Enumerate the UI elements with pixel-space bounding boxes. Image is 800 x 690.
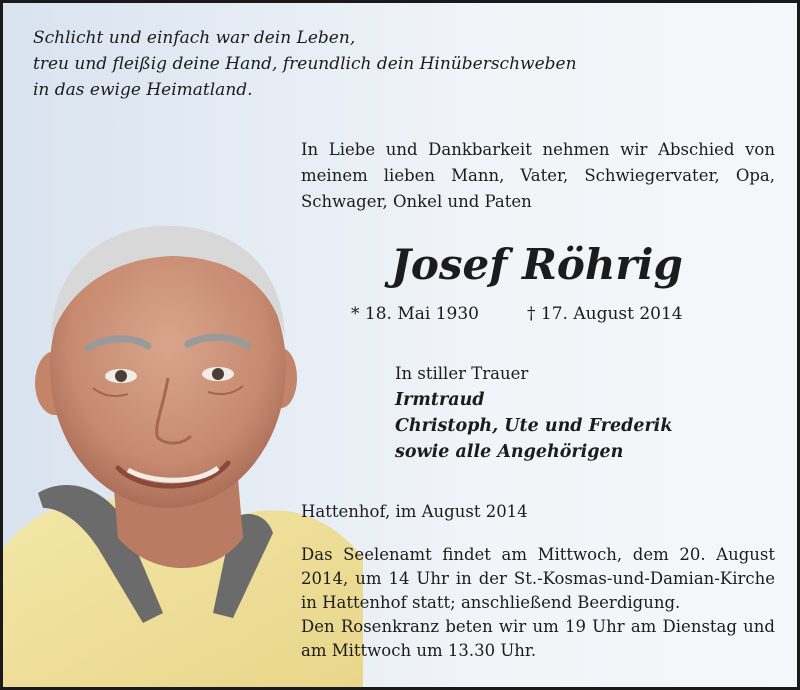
memorial-verse [33, 25, 593, 103]
requiem-info: Das Seelenamt findet am Mittwoch, dem 20. August 2014, um 14 Uhr in der St.-Kosmas-und-Damian-Kirche in Hattenhof statt; anschließend Beerdigung. [301, 545, 775, 612]
mourner-name: Irmtraud [395, 390, 485, 410]
verse-line: treu und fleißig deine Hand, freundlich dein Hinüberschweben [33, 54, 577, 74]
verse-line: in das ewige Heimatland. [33, 80, 253, 100]
death-date: † 17. August 2014 [527, 304, 683, 324]
mourner-name: sowie alle Angehörigen [395, 442, 624, 462]
service-details [301, 543, 775, 663]
mourning-heading: In stiller Trauer [395, 364, 529, 383]
verse-line: Schlicht und einfach war dein Leben, [33, 28, 356, 48]
farewell-intro: In Liebe und Dankbarkeit nehmen wir Abschied von meinem lieben Mann, Vater, Schwiegervater, Opa, Schwager, Onkel und Paten [301, 140, 775, 211]
mourner-name: Christoph, Ute und Frederik [395, 416, 673, 436]
life-dates [351, 301, 691, 327]
rosary-info: Den Rosenkranz beten wir um 19 Uhr am Dienstag und am Mittwoch um 13.30 Uhr. [301, 617, 775, 660]
birth-date: * 18. Mai 1930 [351, 304, 479, 324]
mourners-list [395, 387, 672, 465]
place-and-date: Hattenhof, im August 2014 [301, 502, 528, 521]
deceased-name: Josef Röhrig [391, 240, 683, 289]
